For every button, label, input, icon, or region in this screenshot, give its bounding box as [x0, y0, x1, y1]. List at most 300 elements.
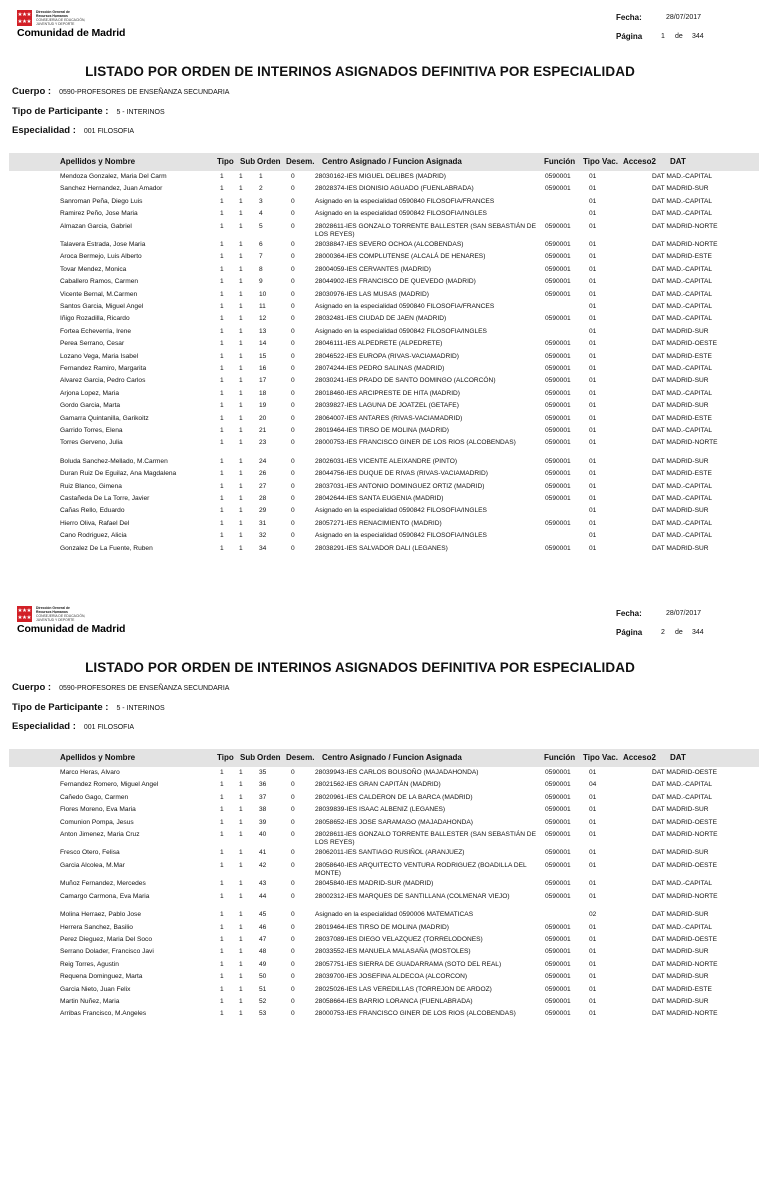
cell-orden: 9: [259, 278, 263, 286]
cell-nombre: Gamarra Quintanilla, Garikoitz: [60, 414, 149, 422]
cell-orden: 34: [259, 544, 267, 552]
cell-nombre: Almazan Garcia, Gabriel: [60, 222, 132, 230]
cell-funcion: 0590001: [545, 781, 571, 789]
cell-tipo: 1: [220, 494, 224, 502]
table-row: [0, 340, 768, 352]
cell-funcion: 0590001: [545, 253, 571, 261]
table-row: [0, 402, 768, 414]
cell-desem: 0: [291, 340, 295, 348]
col-header-desem: Desem.: [286, 753, 315, 762]
logo-line: Recursos Humanos: [36, 610, 68, 614]
cell-sub: 1: [239, 1010, 243, 1018]
cell-centro: 28028611-IES GONZALO TORRENTE BALLESTER (SAN SEBASTIÁN DE LOS REYES): [315, 222, 536, 238]
cell-desem: 0: [291, 936, 295, 944]
cell-tipo: 1: [220, 457, 224, 465]
cell-tipo: 1: [220, 769, 224, 776]
table-row: [0, 439, 768, 458]
col-header-desem: Desem.: [286, 157, 315, 166]
cell-tipovac: 01: [589, 818, 597, 826]
cell-orden: 4: [259, 210, 263, 218]
cell-tipo: 1: [220, 482, 224, 490]
cell-sub: 1: [239, 265, 243, 273]
cell-funcion: 0590001: [545, 936, 571, 944]
cell-dat: DAT MADRID-SUR: [652, 849, 709, 857]
cell-funcion: 0590001: [545, 470, 571, 478]
cell-desem: 0: [291, 185, 295, 193]
cell-tipovac: 01: [589, 470, 597, 478]
cell-desem: 0: [291, 265, 295, 273]
cell-nombre: Serrano Dolader, Francisco Javi: [60, 948, 154, 956]
cell-dat: DAT MADRID-ESTE: [652, 352, 712, 360]
cell-nombre: Fernandez Romero, Miguel Angel: [60, 781, 159, 789]
cell-funcion: 0590001: [545, 340, 571, 348]
cell-orden: 16: [259, 364, 267, 372]
cell-sub: 1: [239, 997, 243, 1005]
cell-sub: 1: [239, 973, 243, 981]
cell-centro: 28026031-IES VICENTE ALEIXANDRE (PINTO): [315, 457, 458, 465]
cell-tipo: 1: [220, 340, 224, 348]
cell-desem: 0: [291, 911, 295, 919]
cell-sub: 1: [239, 544, 243, 552]
table-body: [0, 173, 768, 557]
cell-dat: DAT MADRID-NORTE: [652, 222, 718, 230]
cell-centro: 28033552-IES MANUELA MALASAÑA (MOSTOLES): [315, 948, 471, 956]
col-header-nombre: Apellidos y Nombre: [60, 753, 136, 762]
cell-orden: 23: [259, 439, 267, 447]
cell-centro: 28057271-IES RENACIMIENTO (MADRID): [315, 519, 442, 527]
cell-nombre: Perea Serrano, Cesar: [60, 340, 125, 348]
cell-sub: 1: [239, 402, 243, 410]
cell-funcion: 0590001: [545, 173, 571, 180]
cuerpo-value: 0590-PROFESORES DE ENSEÑANZA SECUNDARIA: [59, 89, 230, 96]
cell-tipo: 1: [220, 278, 224, 286]
cell-tipo: 1: [220, 544, 224, 552]
cell-orden: 12: [259, 315, 267, 323]
cell-tipo: 1: [220, 892, 224, 900]
cell-tipo: 1: [220, 507, 224, 515]
cell-desem: 0: [291, 849, 295, 857]
cell-sub: 1: [239, 222, 243, 230]
col-header-orden: Orden: [257, 157, 281, 166]
cell-orden: 38: [259, 806, 267, 814]
cell-tipovac: 01: [589, 241, 597, 249]
cell-funcion: 0590001: [545, 315, 571, 323]
logo-name: Comunidad de Madrid: [17, 623, 126, 635]
cell-tipovac: 01: [589, 352, 597, 360]
cell-desem: 0: [291, 880, 295, 888]
cell-funcion: 0590001: [545, 457, 571, 465]
cell-desem: 0: [291, 948, 295, 956]
cell-orden: 37: [259, 793, 267, 801]
tipo-participante-field: [12, 702, 165, 713]
cell-tipovac: 01: [589, 173, 597, 180]
cell-tipovac: 01: [589, 253, 597, 261]
cell-orden: 39: [259, 818, 267, 826]
cell-nombre: Camargo Carmona, Eva Maria: [60, 892, 150, 900]
cell-tipovac: 01: [589, 507, 597, 515]
table-row: [0, 495, 768, 507]
table-row: [0, 291, 768, 303]
cell-orden: 29: [259, 507, 267, 515]
logo-name: Comunidad de Madrid: [17, 27, 126, 39]
cell-nombre: Cano Rodriguez, Alicia: [60, 532, 127, 540]
cell-tipovac: 01: [589, 303, 597, 311]
cell-desem: 0: [291, 519, 295, 527]
cell-dat: DAT MAD.-CAPITAL: [652, 265, 713, 273]
cell-sub: 1: [239, 457, 243, 465]
cell-nombre: Cañedo Gago, Carmen: [60, 793, 129, 801]
fecha-label: Fecha:: [616, 609, 642, 618]
cell-dat: DAT MADRID-SUR: [652, 402, 709, 410]
cell-centro: 28058640-IES ARQUITECTO VENTURA RODRIGUEZ (BOADILLA DEL MONTE): [315, 861, 527, 877]
cell-nombre: Aroca Bermejo, Luis Alberto: [60, 253, 142, 261]
cell-desem: 0: [291, 290, 295, 298]
cell-nombre: Tovar Mendez, Monica: [60, 265, 127, 273]
cell-tipo: 1: [220, 806, 224, 814]
cell-sub: 1: [239, 414, 243, 422]
cell-tipovac: 01: [589, 290, 597, 298]
cell-tipo: 1: [220, 818, 224, 826]
cell-nombre: Vicente Bernal, M.Carmen: [60, 290, 138, 298]
cell-sub: 1: [239, 936, 243, 944]
cell-dat: DAT MAD.-CAPITAL: [652, 197, 713, 205]
cell-centro: 28044902-IES FRANCISCO DE QUEVEDO (MADRID): [315, 278, 476, 286]
cell-tipovac: 01: [589, 861, 597, 869]
tipo-participante-label: Tipo de Participante :: [12, 702, 109, 713]
cell-centro: 28030162-IES MIGUEL DELIBES (MADRID): [315, 173, 446, 180]
cell-centro: 28004059-IES CERVANTES (MADRID): [315, 265, 431, 273]
cell-centro: Asignado en la especialidad 0590840 FILOSOFIA/FRANCES: [315, 197, 495, 205]
cell-desem: 0: [291, 173, 295, 180]
madrid-flag-icon: [17, 10, 32, 26]
cell-dat: DAT MADRID-NORTE: [652, 892, 718, 900]
especialidad-label: Especialidad :: [12, 721, 76, 732]
cell-funcion: 0590001: [545, 544, 571, 552]
cell-nombre: Talavera Estrada, Jose Maria: [60, 241, 146, 249]
cell-funcion: 0590001: [545, 861, 571, 869]
cell-nombre: Iñigo Rozadilla, Ricardo: [60, 315, 130, 323]
cell-tipo: 1: [220, 849, 224, 857]
cell-centro: 28019464-IES TIRSO DE MOLINA (MADRID): [315, 426, 449, 434]
especialidad-value: 001 FILOSOFIA: [83, 724, 135, 731]
cell-desem: 0: [291, 241, 295, 249]
cell-tipovac: 01: [589, 923, 597, 931]
cell-nombre: Lozano Vega, Maria Isabel: [60, 352, 139, 360]
table-row: [0, 223, 768, 242]
especialidad-field: [12, 721, 134, 732]
cell-dat: DAT MADRID-NORTE: [652, 439, 718, 447]
cell-dat: DAT MADRID-SUR: [652, 973, 709, 981]
cell-orden: 11: [259, 303, 266, 311]
cuerpo-label: Cuerpo :: [12, 682, 52, 693]
col-header-acceso2: Acceso2: [623, 753, 656, 762]
cell-dat: DAT MADRID-SUR: [652, 507, 709, 515]
tipo-participante-value: 5 - INTERINOS: [116, 109, 165, 116]
page-number: 2: [661, 629, 665, 636]
cell-desem: 0: [291, 494, 295, 502]
table-row: [0, 303, 768, 315]
cell-sub: 1: [239, 352, 243, 360]
cell-funcion: 0590001: [545, 482, 571, 490]
tipo-participante-value: 5 - INTERINOS: [116, 705, 165, 712]
cell-centro: 28018460-IES ARCIPRESTE DE HITA (MADRID): [315, 389, 460, 397]
cell-tipovac: 01: [589, 327, 597, 335]
table-row: [0, 241, 768, 253]
cell-tipovac: 01: [589, 948, 597, 956]
cell-sub: 1: [239, 793, 243, 801]
cell-nombre: Marco Heras, Alvaro: [60, 769, 120, 776]
cell-tipo: 1: [220, 253, 224, 261]
cell-desem: 0: [291, 197, 295, 205]
cell-desem: 0: [291, 818, 295, 826]
cell-orden: 51: [259, 985, 267, 993]
pagina-label: Página: [616, 628, 643, 637]
cell-tipo: 1: [220, 197, 224, 205]
cell-nombre: Boluda Sanchez-Mellado, M.Carmen: [60, 457, 168, 465]
cell-dat: DAT MADRID-SUR: [652, 911, 709, 919]
cell-sub: 1: [239, 532, 243, 540]
cell-funcion: 0590001: [545, 414, 571, 422]
cell-sub: 1: [239, 426, 243, 434]
cell-desem: 0: [291, 482, 295, 490]
table-row: [0, 377, 768, 389]
cell-tipo: 1: [220, 290, 224, 298]
table-row: [0, 781, 768, 793]
cell-sub: 1: [239, 315, 243, 323]
cell-nombre: Torres Gerveno, Julia: [60, 439, 123, 447]
cell-tipovac: 01: [589, 377, 597, 385]
cell-dat: DAT MADRID-NORTE: [652, 1010, 718, 1018]
cell-orden: 43: [259, 880, 267, 888]
cell-funcion: 0590001: [545, 997, 571, 1005]
cell-tipo: 1: [220, 880, 224, 888]
cell-funcion: 0590001: [545, 439, 571, 447]
col-header-sub: Sub: [240, 753, 256, 762]
cell-funcion: 0590001: [545, 830, 571, 838]
cell-nombre: Garcia Nieto, Juan Felix: [60, 985, 131, 993]
cell-tipovac: 01: [589, 519, 597, 527]
cell-tipovac: 01: [589, 210, 597, 218]
cell-desem: 0: [291, 830, 295, 838]
cell-tipovac: 01: [589, 222, 597, 230]
table-row: [0, 986, 768, 998]
cell-desem: 0: [291, 997, 295, 1005]
cell-orden: 53: [259, 1010, 267, 1018]
cell-dat: DAT MAD.-CAPITAL: [652, 210, 713, 218]
cell-funcion: 0590001: [545, 364, 571, 372]
cell-tipo: 1: [220, 173, 224, 180]
cell-funcion: 0590001: [545, 389, 571, 397]
cell-desem: 0: [291, 389, 295, 397]
table-row: [0, 470, 768, 482]
table-row: [0, 924, 768, 936]
col-header-centro: Centro Asignado / Funcion Asignada: [322, 753, 462, 762]
cell-orden: 48: [259, 948, 267, 956]
cell-desem: 0: [291, 769, 295, 776]
cell-nombre: Sanroman Peña, Diego Luis: [60, 197, 143, 205]
cell-centro: 28030241-IES PRADO DE SANTO DOMINGO (ALCORCÓN): [315, 377, 496, 385]
cell-tipo: 1: [220, 936, 224, 944]
col-header-centro: Centro Asignado / Funcion Asignada: [322, 157, 462, 166]
table-header: [9, 153, 759, 171]
logo-line: Dirección General de: [36, 606, 70, 610]
cell-tipo: 1: [220, 911, 224, 919]
cell-sub: 1: [239, 781, 243, 789]
cell-centro: 28039700-IES JOSEFINA ALDECOA (ALCORCON): [315, 973, 468, 981]
cell-tipovac: 01: [589, 985, 597, 993]
cell-tipovac: 01: [589, 880, 597, 888]
cell-sub: 1: [239, 364, 243, 372]
cell-tipo: 1: [220, 948, 224, 956]
cell-orden: 8: [259, 265, 263, 273]
cell-tipo: 1: [220, 389, 224, 397]
cell-centro: 28020961-IES CALDERON DE LA BARCA (MADRID): [315, 793, 473, 801]
especialidad-label: Especialidad :: [12, 125, 76, 136]
cell-orden: 3: [259, 197, 263, 205]
cell-tipo: 1: [220, 352, 224, 360]
cell-orden: 19: [259, 402, 267, 410]
cell-funcion: 0590001: [545, 960, 571, 968]
cell-sub: 1: [239, 960, 243, 968]
cell-funcion: 0590001: [545, 948, 571, 956]
cell-centro: 28046111-IES ALPEDRETE (ALPEDRETE): [315, 340, 443, 348]
cell-tipovac: 01: [589, 806, 597, 814]
cell-centro: Asignado en la especialidad 0590842 FILOSOFIA/INGLES: [315, 210, 487, 218]
cell-dat: DAT MADRID-ESTE: [652, 414, 712, 422]
table-header: [9, 749, 759, 767]
cell-orden: 18: [259, 389, 267, 397]
cell-funcion: 0590001: [545, 222, 571, 230]
cell-funcion: 0590001: [545, 806, 571, 814]
cell-centro: 28039839-IES ISAAC ALBENIZ (LEGANES): [315, 806, 446, 814]
table-row: [0, 961, 768, 973]
cell-funcion: 0590001: [545, 290, 571, 298]
cell-funcion: 0590001: [545, 923, 571, 931]
cell-tipovac: 01: [589, 997, 597, 1005]
cell-nombre: Muñoz Fernandez, Mercedes: [60, 880, 146, 888]
cell-orden: 28: [259, 494, 267, 502]
cell-nombre: Fortea Echeverria, Irene: [60, 327, 132, 335]
cell-dat: DAT MAD.-CAPITAL: [652, 532, 713, 540]
cell-sub: 1: [239, 290, 243, 298]
report-page-1: [0, 0, 768, 590]
cell-tipo: 1: [220, 997, 224, 1005]
cell-tipovac: 01: [589, 340, 597, 348]
cell-orden: 40: [259, 830, 267, 838]
cell-tipo: 1: [220, 830, 224, 838]
cell-centro: 28074244-IES PEDRO SALINAS (MADRID): [315, 364, 445, 372]
cell-sub: 1: [239, 197, 243, 205]
col-header-orden: Orden: [257, 753, 281, 762]
cell-desem: 0: [291, 892, 295, 900]
tipo-participante-label: Tipo de Participante :: [12, 106, 109, 117]
cell-sub: 1: [239, 278, 243, 286]
col-header-acceso2: Acceso2: [623, 157, 656, 166]
logo-line: Recursos Humanos: [36, 14, 68, 18]
cell-centro: Asignado en la especialidad 0590006 MATEMATICAS: [315, 911, 474, 919]
cell-centro: 28062011-IES SANTIAGO RUSIÑOL (ARANJUEZ): [315, 849, 465, 857]
cuerpo-label: Cuerpo :: [12, 86, 52, 97]
comunidad-madrid-logo: [17, 10, 137, 40]
logo-department-text: [36, 10, 126, 26]
cell-centro: 28037031-IES ANTONIO DOMINGUEZ ORTIZ (MADRID): [315, 482, 485, 490]
cell-funcion: 0590001: [545, 402, 571, 410]
cell-tipo: 1: [220, 241, 224, 249]
cell-dat: DAT MADRID-ESTE: [652, 985, 712, 993]
cell-tipovac: 01: [589, 389, 597, 397]
cell-desem: 0: [291, 364, 295, 372]
cell-tipo: 1: [220, 414, 224, 422]
table-row: [0, 819, 768, 831]
cell-orden: 49: [259, 960, 267, 968]
cell-centro: 28037089-IES DIEGO VELAZQUEZ (TORRELODONES): [315, 936, 483, 944]
logo-line: Dirección General de: [36, 10, 70, 14]
cell-centro: 28028611-IES GONZALO TORRENTE BALLESTER (SAN SEBASTIÁN DE LOS REYES): [315, 830, 536, 846]
cell-desem: 0: [291, 402, 295, 410]
cell-orden: 47: [259, 936, 267, 944]
logo-line: JUVENTUD Y DEPORTE: [36, 618, 75, 622]
cell-orden: 31: [259, 519, 267, 527]
cell-tipovac: 01: [589, 315, 597, 323]
cell-sub: 1: [239, 849, 243, 857]
cell-sub: 1: [239, 911, 243, 919]
cell-orden: 24: [259, 457, 267, 465]
pagina-label: Página: [616, 32, 643, 41]
cell-tipovac: 01: [589, 532, 597, 540]
cell-tipovac: 01: [589, 414, 597, 422]
cell-tipo: 1: [220, 364, 224, 372]
cell-tipovac: 01: [589, 439, 597, 447]
cell-sub: 1: [239, 861, 243, 869]
cell-dat: DAT MADRID-SUR: [652, 457, 709, 465]
cell-nombre: Caballero Ramos, Carmen: [60, 278, 139, 286]
cell-orden: 26: [259, 470, 267, 478]
cell-orden: 52: [259, 997, 267, 1005]
cell-desem: 0: [291, 414, 295, 422]
cell-centro: 28000753-IES FRANCISCO GINER DE LOS RIOS (ALCOBENDAS): [315, 439, 516, 447]
table-row: [0, 328, 768, 340]
cell-tipovac: 01: [589, 457, 597, 465]
cell-nombre: Reig Torres, Agustin: [60, 960, 119, 968]
comunidad-madrid-logo: [17, 606, 137, 636]
cell-centro: 28038291-IES SALVADOR DALI (LEGANES): [315, 544, 448, 552]
cell-desem: 0: [291, 210, 295, 218]
cell-nombre: Comunion Pompa, Jesus: [60, 818, 134, 826]
cell-desem: 0: [291, 470, 295, 478]
cell-nombre: Castañeda De La Torre, Javier: [60, 494, 150, 502]
logo-line: CONSEJERÍA DE EDUCACIÓN,: [36, 18, 86, 22]
cell-sub: 1: [239, 806, 243, 814]
cell-funcion: 0590001: [545, 793, 571, 801]
page-number: 1: [661, 33, 665, 40]
especialidad-field: [12, 125, 134, 136]
cell-sub: 1: [239, 253, 243, 261]
cell-tipo: 1: [220, 303, 224, 311]
especialidad-value: 001 FILOSOFIA: [83, 128, 135, 135]
table-row: [0, 794, 768, 806]
cell-tipovac: 02: [589, 911, 597, 919]
cell-centro: Asignado en la especialidad 0590842 FILOSOFIA/INGLES: [315, 327, 487, 335]
cell-centro: 28000753-IES FRANCISCO GINER DE LOS RIOS (ALCOBENDAS): [315, 1010, 516, 1018]
cell-orden: 1: [259, 173, 263, 180]
cell-centro: 28064007-IES ANTARES (RIVAS-VACIAMADRID): [315, 414, 463, 422]
cell-desem: 0: [291, 352, 295, 360]
cell-sub: 1: [239, 470, 243, 478]
cell-tipovac: 01: [589, 265, 597, 273]
cell-nombre: Fernandez Ramiro, Margarita: [60, 364, 147, 372]
cell-desem: 0: [291, 315, 295, 323]
cell-funcion: 0590001: [545, 1010, 571, 1018]
